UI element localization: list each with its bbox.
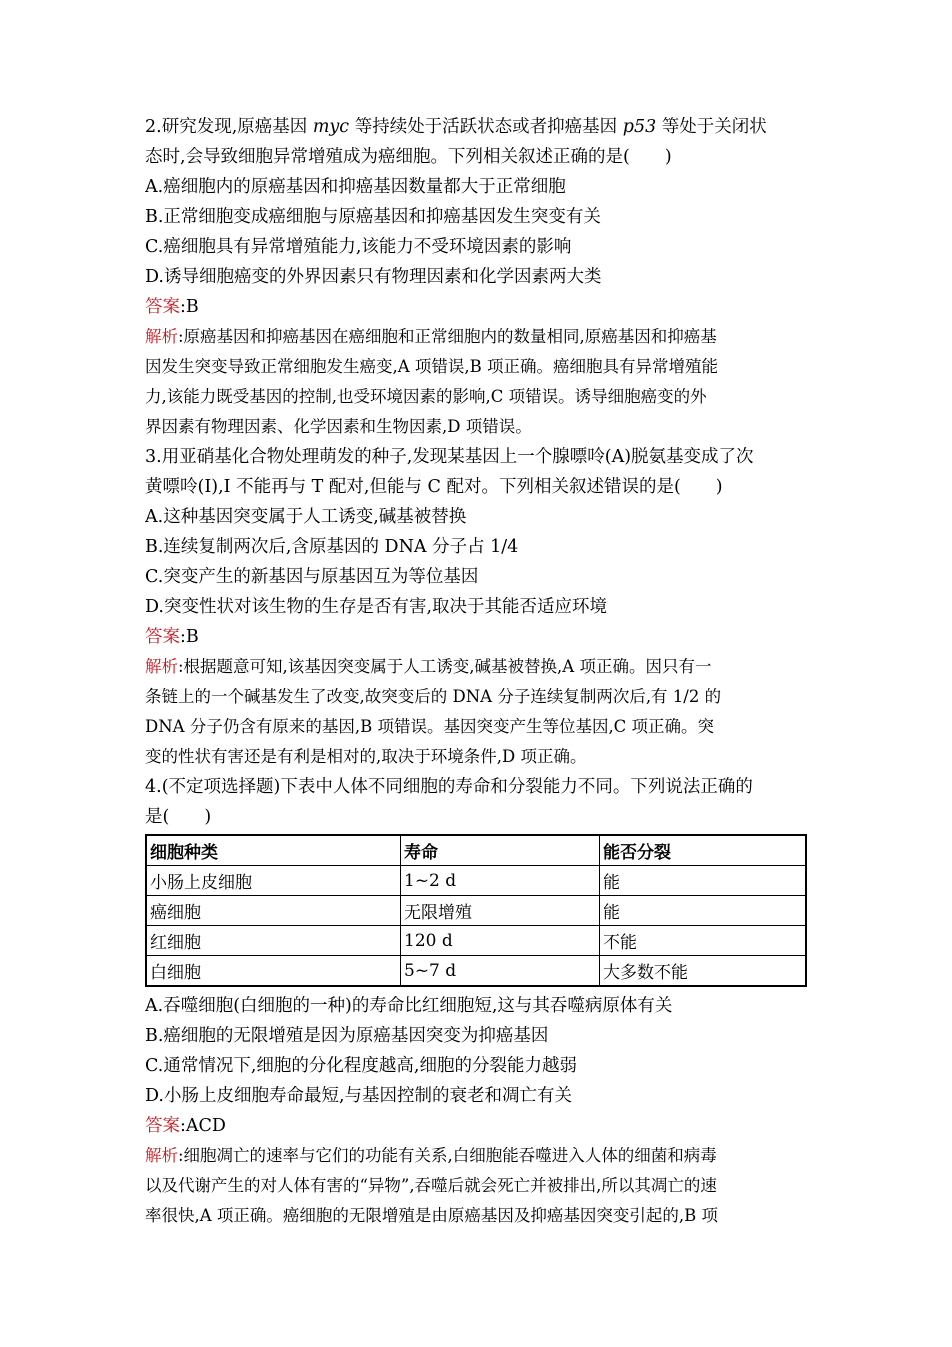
q2-stem-line-2: 态时,会导致细胞异常增殖成为癌细胞。下列相关叙述正确的是( ) — [145, 147, 672, 167]
q3-answer — [145, 622, 810, 652]
q2-explanation-line-1 — [145, 322, 810, 352]
q3-option-a: A.这种基因突变属于人工诱变,碱基被替换 — [145, 507, 467, 527]
answer-value: :ACD — [180, 1116, 226, 1136]
answer-value: :B — [180, 297, 199, 317]
q4-stem-line-2: 是( ) — [145, 807, 212, 827]
explanation-label: 解析 — [145, 327, 178, 346]
q4-option-c: C.通常情况下,细胞的分化程度越高,细胞的分裂能力越弱 — [145, 1056, 577, 1076]
table-cell: 红细胞 — [146, 926, 401, 956]
table-cell: 1~2 d — [401, 866, 600, 896]
q4-stem-line-1: 4.(不定项选择题)下表中人体不同细胞的寿命和分裂能力不同。下列说法正确的 — [145, 777, 753, 797]
q2-stem-text: 2.研究发现,原癌基因 — [145, 117, 313, 137]
table-header-cell: 能否分裂 — [600, 835, 807, 866]
q3-option-b: B.连续复制两次后,含原基因的 DNA 分子占 1/4 — [145, 537, 519, 557]
q2-explanation-line-4: 界因素有物理因素、化学因素和生物因素,D 项错误。 — [145, 417, 532, 436]
document-content — [145, 112, 810, 1231]
q2-option-b: B.正常细胞变成癌细胞与原癌基因和抑癌基因发生突变有关 — [145, 207, 601, 227]
explanation-text: :细胞凋亡的速率与它们的功能有关系,白细胞能吞噬进入人体的细菌和病毒 — [178, 1146, 717, 1165]
q3-stem-line-2: 黄嘌呤(I),I 不能再与 T 配对,但能与 C 配对。下列相关叙述错误的是( ) — [145, 477, 723, 497]
table-row — [146, 956, 806, 987]
table-cell: 小肠上皮细胞 — [146, 866, 401, 896]
q2-stem-line-1 — [145, 112, 810, 142]
q2-stem-text: 等处于关闭状 — [656, 117, 767, 137]
table-cell: 能 — [600, 866, 807, 896]
q3-explanation-line-2: 条链上的一个碱基发生了改变,故突变后的 DNA 分子连续复制两次后,有 1/2 的 — [145, 687, 722, 706]
q2-answer — [145, 292, 810, 322]
q4-option-b: B.癌细胞的无限增殖是因为原癌基因突变为抑癌基因 — [145, 1026, 549, 1046]
q2-option-c: C.癌细胞具有异常增殖能力,该能力不受环境因素的影响 — [145, 237, 572, 257]
table-cell: 大多数不能 — [600, 956, 807, 987]
q2-explanation-line-3: 力,该能力既受基因的控制,也受环境因素的影响,C 项错误。诱导细胞癌变的外 — [145, 387, 707, 406]
q2-option-a: A.癌细胞内的原癌基因和抑癌基因数量都大于正常细胞 — [145, 177, 566, 197]
q3-explanation-line-4: 变的性状有害还是有利是相对的,取决于环境条件,D 项正确。 — [145, 747, 587, 766]
table-cell: 无限增殖 — [401, 896, 600, 926]
q4-option-a: A.吞噬细胞(白细胞的一种)的寿命比红细胞短,这与其吞噬病原体有关 — [145, 996, 673, 1016]
table-cell: 白细胞 — [146, 956, 401, 987]
table-cell: 能 — [600, 896, 807, 926]
table-row — [146, 896, 806, 926]
table-header-cell: 寿命 — [401, 835, 600, 866]
answer-label: 答案 — [145, 627, 180, 647]
table-header-cell: 细胞种类 — [146, 835, 401, 866]
q4-option-d: D.小肠上皮细胞寿命最短,与基因控制的衰老和凋亡有关 — [145, 1086, 573, 1106]
q2-gene-myc: myc — [312, 117, 350, 137]
q4-explanation-line-3: 率很快,A 项正确。癌细胞的无限增殖是由原癌基因及抑癌基因突变引起的,B 项 — [145, 1206, 719, 1225]
q3-option-c: C.突变产生的新基因与原基因互为等位基因 — [145, 567, 479, 587]
cell-lifespan-table — [145, 834, 807, 987]
explanation-text: :根据题意可知,该基因突变属于人工诱变,碱基被替换,A 项正确。因只有一 — [178, 657, 712, 676]
table-row — [146, 926, 806, 956]
q2-option-d: D.诱导细胞癌变的外界因素只有物理因素和化学因素两大类 — [145, 267, 602, 287]
q4-answer — [145, 1111, 810, 1141]
answer-label: 答案 — [145, 297, 180, 317]
explanation-text: :原癌基因和抑癌基因在癌细胞和正常细胞内的数量相同,原癌基因和抑癌基 — [178, 327, 717, 346]
table-row — [146, 866, 806, 896]
q3-stem-line-1: 3.用亚硝基化合物处理萌发的种子,发现某基因上一个腺嘌呤(A)脱氨基变成了次 — [145, 447, 754, 467]
table-cell: 癌细胞 — [146, 896, 401, 926]
q3-option-d: D.突变性状对该生物的生存是否有害,取决于其能否适应环境 — [145, 597, 608, 617]
q3-explanation-line-1 — [145, 652, 810, 682]
explanation-label: 解析 — [145, 657, 178, 676]
table-cell: 5~7 d — [401, 956, 600, 987]
answer-value: :B — [180, 627, 199, 647]
table-header-row — [146, 835, 806, 866]
table-cell: 不能 — [600, 926, 807, 956]
q4-explanation-line-2: 以及代谢产生的对人体有害的“异物”,吞噬后就会死亡并被排出,所以其凋亡的速 — [145, 1176, 717, 1195]
q2-stem-text: 等持续处于活跃状态或者抑癌基因 — [349, 117, 623, 137]
table-cell: 120 d — [401, 926, 600, 956]
q2-gene-p53: p53 — [622, 117, 657, 137]
answer-label: 答案 — [145, 1116, 180, 1136]
q2-explanation-line-2: 因发生突变导致正常细胞发生癌变,A 项错误,B 项正确。癌细胞具有异常增殖能 — [145, 357, 719, 376]
explanation-label: 解析 — [145, 1146, 178, 1165]
q4-explanation-line-1 — [145, 1141, 810, 1171]
q3-explanation-line-3: DNA 分子仍含有原来的基因,B 项错误。基因突变产生等位基因,C 项正确。突 — [145, 717, 715, 736]
